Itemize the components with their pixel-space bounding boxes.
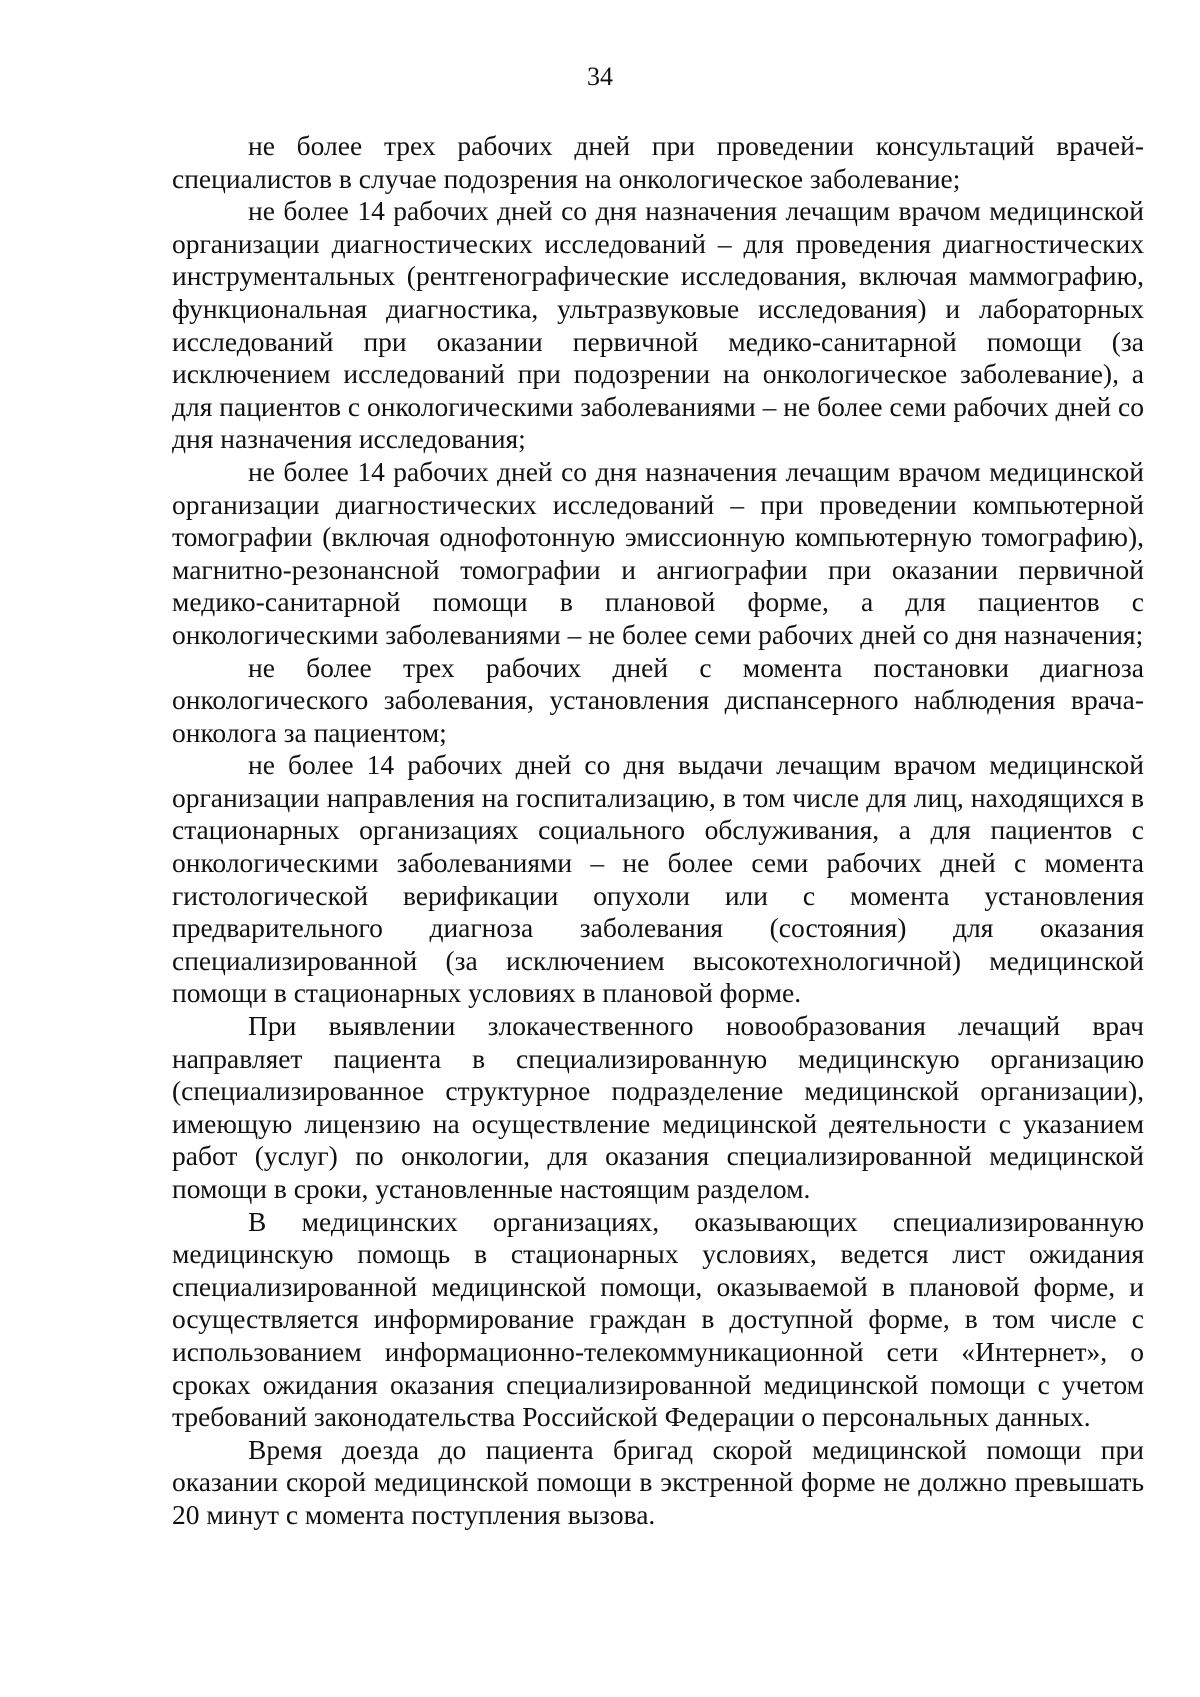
paragraph-malignancy-referral: При выявлении злокачественного новообразования лечащий врач направляет пациента в специализированную медицинскую организацию (специализированное структурное подразделение медицинской организации), имеющую лицензию на осуществление медицинской деятельности с указанием работ (услуг) по онкологии, для оказания специализированной медицинской помощи в сроки, установленные настоящим разделом. [172,1010,1144,1204]
paragraph-hospitalization: не более 14 рабочих дней со дня выдачи лечащим врачом медицинской организации направления на госпитализацию, в том числе для лиц, находящихся в стационарных организациях социального обслуживания, а для пациентов с онкологическими заболеваниями – не более семи рабочих дней с момента гистологической верификации опухоли или с момента установления предварительного диагноза заболевания (состояния) для оказания специализированной (за исключением высокотехнологичной) медицинской помощи в стационарных условиях в плановой форме. [172,749,1144,1009]
paragraph-diagnostic-instrumental: не более 14 рабочих дней со дня назначения лечащим врачом медицинской организации диагностических исследований – для проведения диагностических инструментальных (рентгенографические исследования, включая маммографию, функциональная диагностика, ультразвуковые исследования) и лабораторных исследований при оказании первичной медико-санитарной помощи (за исключением исследований при подозрении на онкологическое заболевание), а для пациентов с онкологическими заболеваниями – не более семи рабочих дней со дня назначения исследования; [172,195,1144,455]
paragraph-oncology-consultations: не более трех рабочих дней при проведении консультаций врачей-специалистов в случае подозрения на онкологическое заболевание; [172,130,1144,194]
document-body [172,130,1144,1532]
paragraph-ct-mri-angiography: не более 14 рабочих дней со дня назначения лечащим врачом медицинской организации диагностических исследований – при проведении компьютерной томографии (включая однофотонную эмиссионную компьютерную томографию), магнитно-резонансной томографии и ангиографии при оказании первичной медико-санитарной помощи в плановой форме, а для пациентов с онкологическими заболеваниями – не более семи рабочих дней со дня назначения; [172,455,1144,650]
paragraph-oncology-dispensary: не более трех рабочих дней с момента постановки диагноза онкологического заболевания, установления диспансерного наблюдения врача-онколога за пациентом; [172,651,1144,748]
paragraph-waiting-list: В медицинских организациях, оказывающих специализированную медицинскую помощь в стационарных условиях, ведется лист ожидания специализированной медицинской помощи, оказываемой в плановой форме, и осуществляется информирование граждан в доступной форме, в том числе с использованием информационно-телекоммуникационной сети «Интернет», о сроках ожидания оказания специализированной медицинской помощи с учетом требований законодательства Российской Федерации о персональных данных. [172,1205,1144,1433]
page-number: 34 [587,62,613,91]
paragraph-ambulance-arrival: Время доезда до пациента бригад скорой медицинской помощи при оказании скорой медицинской помощи в экстренной форме не должно превышать 20 минут с момента поступления вызова. [172,1433,1144,1530]
